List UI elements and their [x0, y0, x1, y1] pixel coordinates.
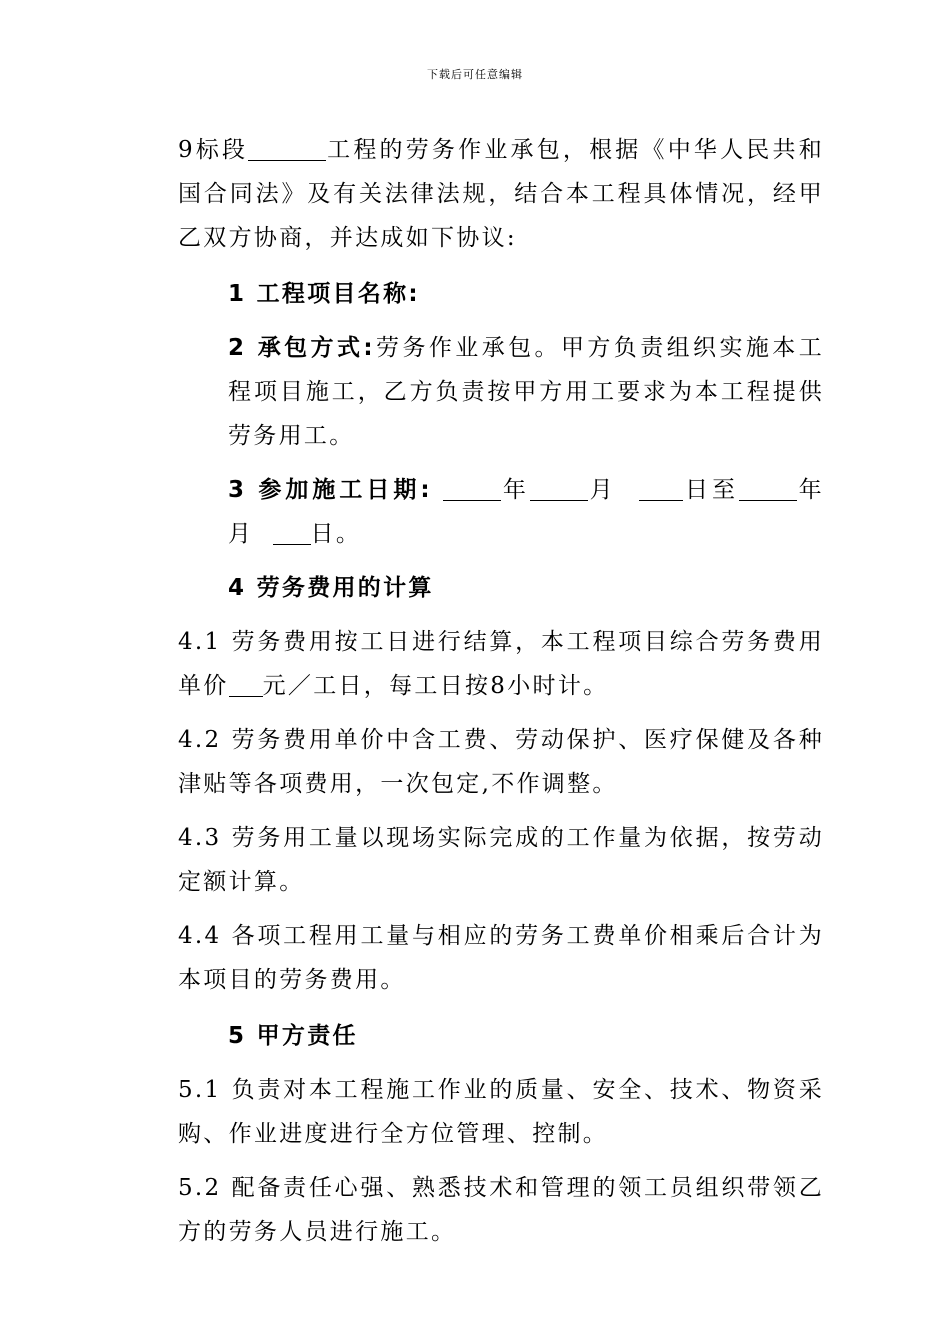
project-name-blank[interactable] [248, 136, 326, 161]
section-2-paragraph [178, 326, 824, 458]
day-to-label: 日至 [683, 477, 739, 503]
start-day-blank[interactable] [639, 476, 683, 501]
section-5-2: 5.2 配备责任心强、熟悉技术和管理的领工员组织带领乙方的劳务人员进行施工。 [178, 1175, 824, 1245]
intro-text-a: 9标段 [178, 137, 249, 163]
section-4-1 [178, 620, 824, 708]
section-3-paragraph [178, 468, 824, 556]
section-4-1-text-a: 4.1 劳务费用按工日进行结算，本工程项目综合劳务费用单价 [178, 629, 824, 699]
end-day-blank[interactable] [273, 520, 311, 545]
start-month-blank[interactable] [530, 476, 588, 501]
unit-price-blank[interactable] [229, 672, 263, 697]
section-4-4: 4.4 各项工程用工量与相应的劳务工费单价相乘后合计为本项目的劳务费用。 [178, 923, 824, 993]
intro-text-b: 工程的劳务作业承包，根据《中华人民共和国合同法》及有关法律法规，结合本工程具体情况，经甲乙双方协商，并达成如下协议: [178, 137, 824, 251]
end-year-label: 年 [796, 477, 824, 503]
section-5-title: 5 甲方责任 [228, 1023, 358, 1049]
end-year-blank[interactable] [739, 476, 797, 501]
page-header: 下载后可任意编辑 [427, 68, 523, 81]
start-month-label: 月 [587, 477, 617, 503]
end-day-label: 日。 [310, 521, 362, 547]
intro-paragraph [178, 128, 824, 260]
section-1-title: 1 工程项目名称: [228, 281, 420, 307]
start-year-label: 年 [501, 477, 530, 503]
section-5-1: 5.1 负责对本工程施工作业的质量、安全、技术、物资采购、作业进度进行全方位管理、控制。 [178, 1077, 824, 1147]
section-3-title: 3 参加施工日期: [228, 477, 432, 503]
section-4-title: 4 劳务费用的计算 [228, 575, 434, 601]
section-2-title: 2 承包方式: [228, 335, 375, 361]
section-4-2: 4.2 劳务费用单价中含工费、劳动保护、医疗保健及各种津贴等各项费用，一次包定,不作调整。 [178, 727, 824, 797]
section-4-1-text-b: 元／工日，每工日按8小时计。 [262, 673, 609, 699]
end-month-label: 月 [228, 521, 254, 547]
start-year-blank[interactable] [443, 476, 501, 501]
section-2-text: 劳务作业承包。甲方负责组织实施本工程项目施工，乙方负责按甲方用工要求为本工程提供劳务用工。 [228, 335, 824, 449]
document-body [178, 128, 824, 1254]
section-4-3: 4.3 劳务用工量以现场实际完成的工作量为依据，按劳动定额计算。 [178, 825, 824, 895]
